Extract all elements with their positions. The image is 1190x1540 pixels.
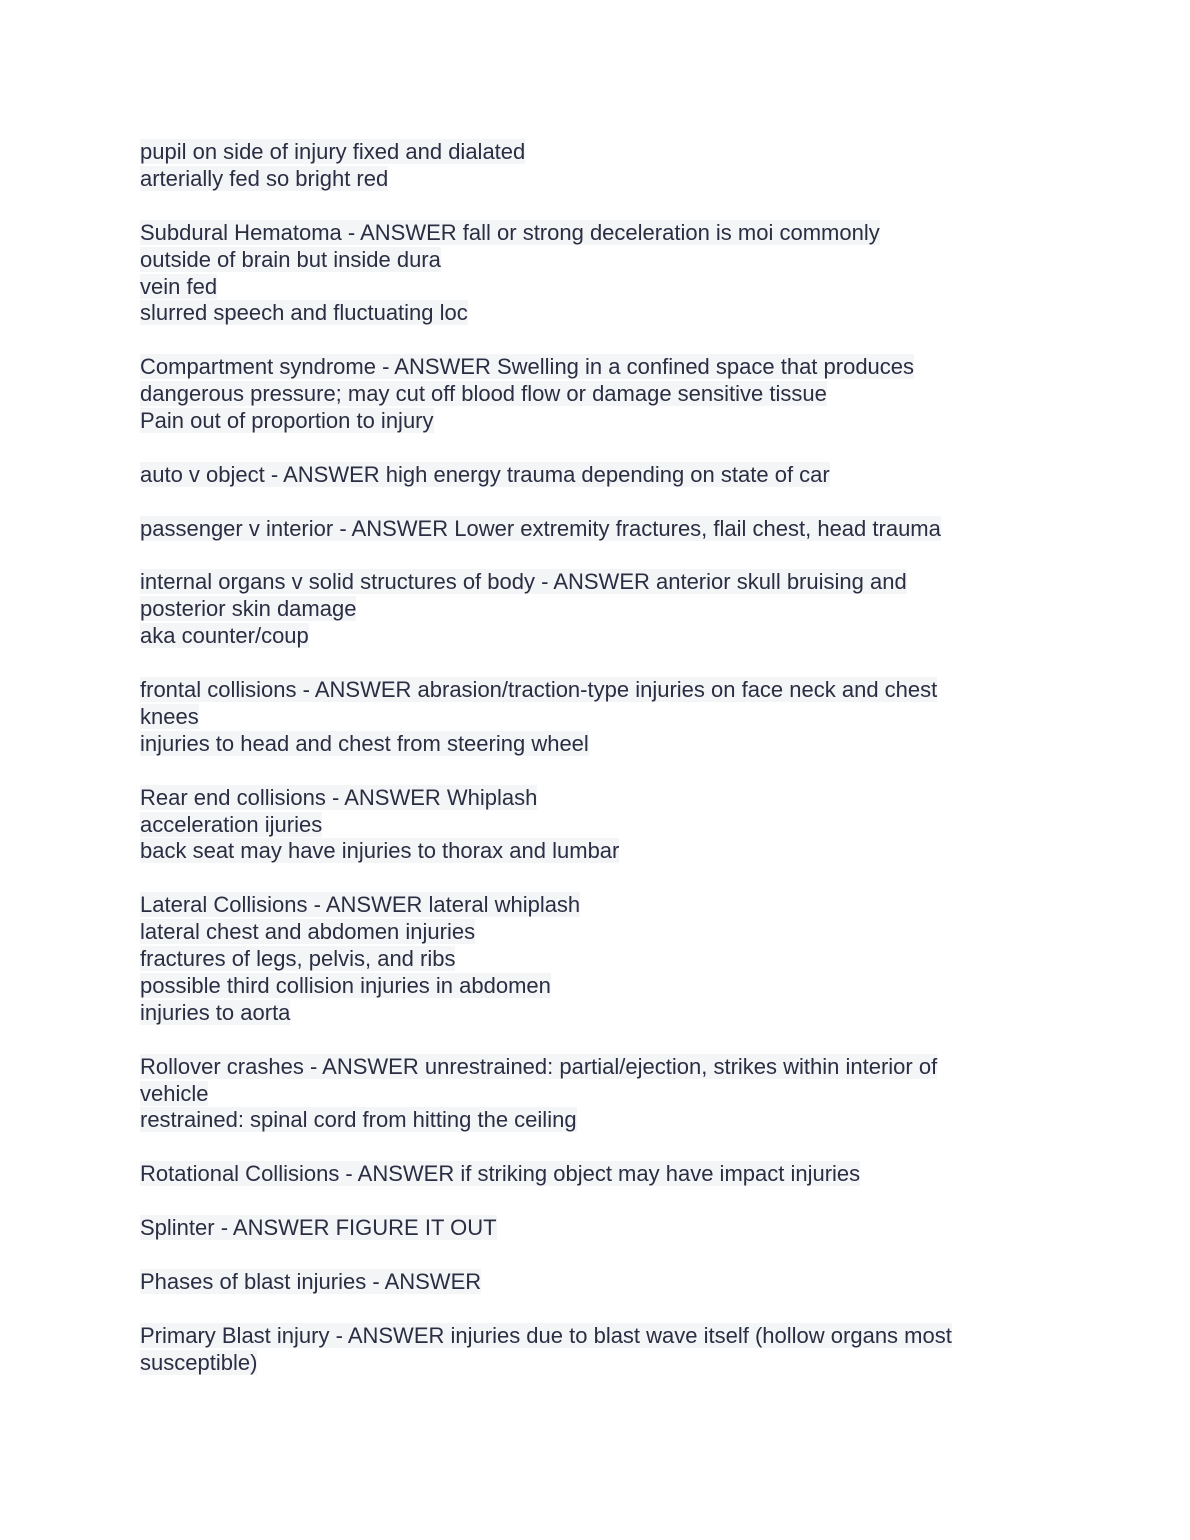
text-line: back seat may have injuries to thorax and lumbar	[140, 838, 620, 864]
text-line: slurred speech and fluctuating loc	[140, 300, 468, 326]
text-line: dangerous pressure; may cut off blood flow or damage sensitive tissue	[140, 381, 827, 407]
text-line: arterially fed so bright red	[140, 165, 389, 191]
text-line: pupil on side of injury fixed and dialated	[140, 139, 526, 164]
paragraph-lateral-collisions	[140, 892, 1020, 1027]
text-line: outside of brain but inside dura	[140, 246, 441, 272]
paragraph-compartment-syndrome	[140, 354, 1020, 435]
document-page	[140, 139, 1020, 1403]
paragraph-phases-blast	[140, 1269, 1020, 1296]
text-line: Compartment syndrome - ANSWER Swelling in a confined space that produces	[140, 354, 915, 380]
text-line: vehicle	[140, 1080, 209, 1106]
text-line: Rollover crashes - ANSWER unrestrained: partial/ejection, strikes within interior of	[140, 1053, 938, 1079]
text-line: auto v object - ANSWER high energy trauma depending on state of car	[140, 461, 830, 487]
text-line: knees	[140, 703, 199, 729]
paragraph-rotational-collisions	[140, 1161, 1020, 1188]
text-line: possible third collision injuries in abdomen	[140, 972, 551, 998]
text-line: injuries to head and chest from steering wheel	[140, 730, 589, 756]
text-line: susceptible)	[140, 1349, 258, 1375]
text-line: aka counter/coup	[140, 623, 309, 649]
text-line: Rear end collisions - ANSWER Whiplash	[140, 784, 538, 810]
text-line: passenger v interior - ANSWER Lower extremity fractures, flail chest, head trauma	[140, 515, 941, 541]
text-line: Rotational Collisions - ANSWER if striking object may have impact injuries	[140, 1161, 861, 1187]
text-line: restrained: spinal cord from hitting the ceiling	[140, 1107, 577, 1133]
text-line: internal organs v solid structures of body - ANSWER anterior skull bruising and	[140, 569, 907, 595]
text-line: vein fed	[140, 273, 218, 299]
paragraph-primary-blast	[140, 1323, 1020, 1377]
paragraph-passenger-v-interior	[140, 516, 1020, 543]
text-line: Lateral Collisions - ANSWER lateral whiplash	[140, 892, 581, 918]
paragraph-epidural-continuation	[140, 139, 1020, 193]
paragraph-rollover-crashes	[140, 1054, 1020, 1135]
paragraph-internal-organs	[140, 569, 1020, 650]
paragraph-subdural-hematoma	[140, 220, 1020, 328]
text-line: fractures of legs, pelvis, and ribs	[140, 946, 456, 972]
paragraph-splinter	[140, 1215, 1020, 1242]
text-line: frontal collisions - ANSWER abrasion/traction-type injuries on face neck and chest	[140, 677, 938, 703]
text-line: Pain out of proportion to injury	[140, 408, 434, 434]
text-line: Subdural Hematoma - ANSWER fall or strong deceleration is moi commonly	[140, 219, 880, 245]
text-line: Splinter - ANSWER FIGURE IT OUT	[140, 1215, 497, 1241]
paragraph-frontal-collisions	[140, 677, 1020, 758]
text-line: acceleration ijuries	[140, 811, 323, 837]
text-line: injuries to aorta	[140, 999, 291, 1025]
paragraph-auto-v-object	[140, 462, 1020, 489]
text-line: Primary Blast injury - ANSWER injuries due to blast wave itself (hollow organs most	[140, 1322, 952, 1348]
paragraph-rear-end-collisions	[140, 785, 1020, 866]
text-line: Phases of blast injuries - ANSWER	[140, 1268, 482, 1294]
text-line: lateral chest and abdomen injuries	[140, 919, 476, 945]
text-line: posterior skin damage	[140, 596, 357, 622]
